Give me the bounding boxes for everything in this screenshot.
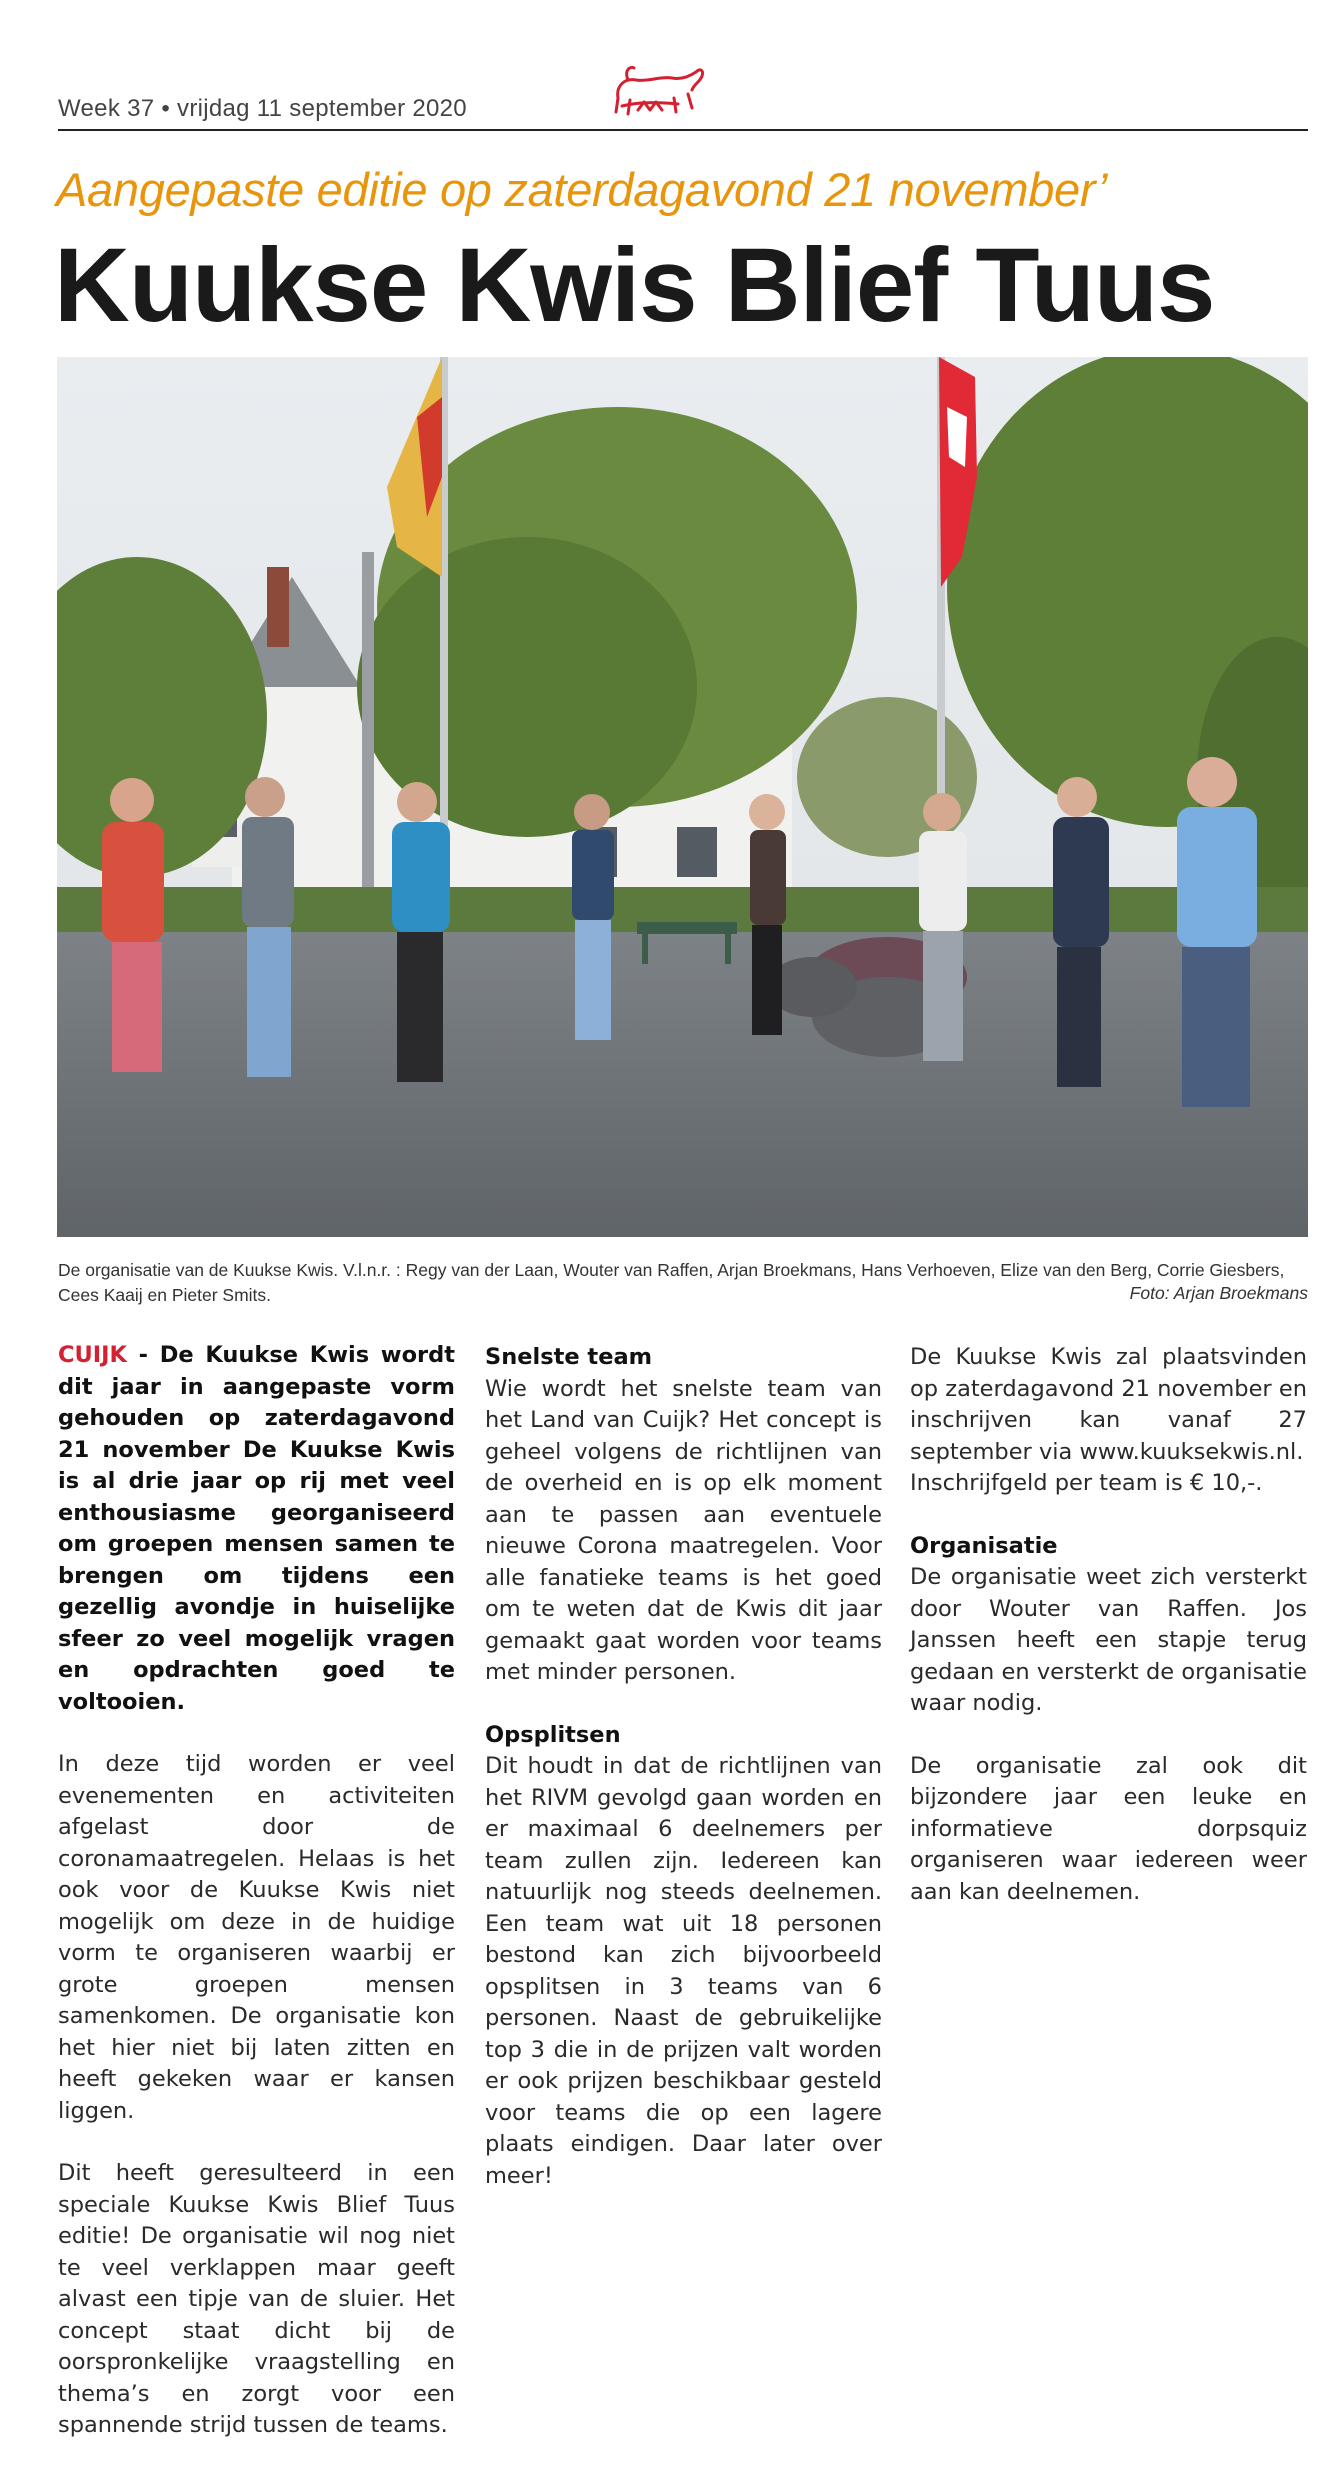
page-header (58, 52, 1308, 132)
photo-credit: Foto: Arjan Broekmans (1129, 1283, 1308, 1303)
lead-text: - De Kuukse Kwis wordt dit jaar in aangepaste vorm gehouden op zaterdagavond 21 november De Kuukse Kwis is al drie jaar op rij met veel enthousiasme georganiseerd om groepen mensen samen te brengen om tijdens een gezellig avondje in huiselijke sfeer zo veel mogelijk vragen en opdrachten goed te voltooien. (58, 1342, 455, 1715)
article-column-2 (485, 1342, 882, 2223)
subheading-organisatie: Organisatie (910, 1532, 1058, 1559)
photo-caption: De organisatie van de Kuukse Kwis. V.l.n.r. : Regy van der Laan, Wouter van Raffen, Arjan Broekmans, Hans Verhoeven, Elize van den Berg, Corrie Giesbers, Cees Kaaij en Pieter Smits. (58, 1260, 1285, 1305)
article-photo (57, 357, 1308, 1237)
bull-logo-icon (608, 58, 712, 122)
subheading-opsplitsen: Opsplitsen (485, 1721, 621, 1748)
article-headline: Kuukse Kwis Blief Tuus (54, 227, 1215, 344)
article-column-3 (910, 1342, 1307, 1939)
header-rule (58, 129, 1308, 131)
article-kicker: Aangepaste editie op zaterdagavond 21 november’ (56, 163, 1108, 216)
subheading-snelste-team: Snelste team (485, 1344, 653, 1370)
body-paragraph: Dit heeft geresulteerd in een speciale Kuukse Kwis Blief Tuus editie! De organisatie wil nog niet te veel verklappen maar geeft alvast een tipje van de sluier. Het concept staat dicht bij de oorspronkelijke vraagstelling en thema’s en zorgt voor een spannende strijd tussen de teams. (58, 2160, 455, 2438)
body-paragraph: Inschrijfgeld per team is € 10,-. (910, 1470, 1263, 1496)
body-paragraph: In deze tijd worden er veel evenementen en activiteiten afgelast door de coronamaatregelen. Helaas is het ook voor de Kuukse Kwis niet mogelijk om deze in de huidige vorm te organiseren waarbij er grote groepen mensen samenkomen. De organisatie kon het hier niet bij laten zitten en heeft gekeken waar er kansen liggen. (58, 1751, 455, 2124)
body-paragraph: Wie wordt het snelste team van het Land van Cuijk? Het concept is geheel volgens de richtlijnen van de overheid en is op elk moment aan te passen aan eventuele nieuwe Corona maatregelen. Voor alle fanatieke teams is het goed om te weten dat de Kwis dit jaar gemaakt gaat worden voor teams met minder personen. (485, 1375, 882, 1685)
article-column-1 (58, 1340, 455, 2473)
issue-date: Week 37 • vrijdag 11 september 2020 (58, 95, 467, 122)
body-paragraph: De organisatie weet zich versterkt door Wouter van Raffen. Jos Janssen heeft een stapje terug gedaan en versterkt de organisatie waar nodig. (910, 1564, 1307, 1716)
article-lead (58, 1340, 455, 1718)
placeline: CUIJK (58, 1342, 127, 1368)
body-paragraph: Dit houdt in dat de richtlijnen van het RIVM gevolgd gaan worden en er maximaal 6 deelnemers per team zullen zijn. Iedereen kan natuurlijk nog steeds deelnemen. Een team wat uit 18 personen bestond kan zich bijvoorbeeld opsplitsen in 3 teams van 6 personen. Naast de gebruikelijke top 3 die in de prijzen valt worden er ook prijzen beschikbaar gesteld voor teams die op een lagere plaats eindigen. Daar later over meer! (485, 1753, 882, 2189)
body-paragraph: De organisatie zal ook dit bijzondere jaar een leuke en informatieve dorpsquiz organiseren waar iedereen weer aan kan deelnemen. (910, 1752, 1307, 1905)
body-paragraph: De Kuukse Kwis zal plaatsvinden op zaterdagavond 21 november en inschrijven kan vanaf 27 september via www.kuuksekwis.nl. (910, 1344, 1307, 1465)
